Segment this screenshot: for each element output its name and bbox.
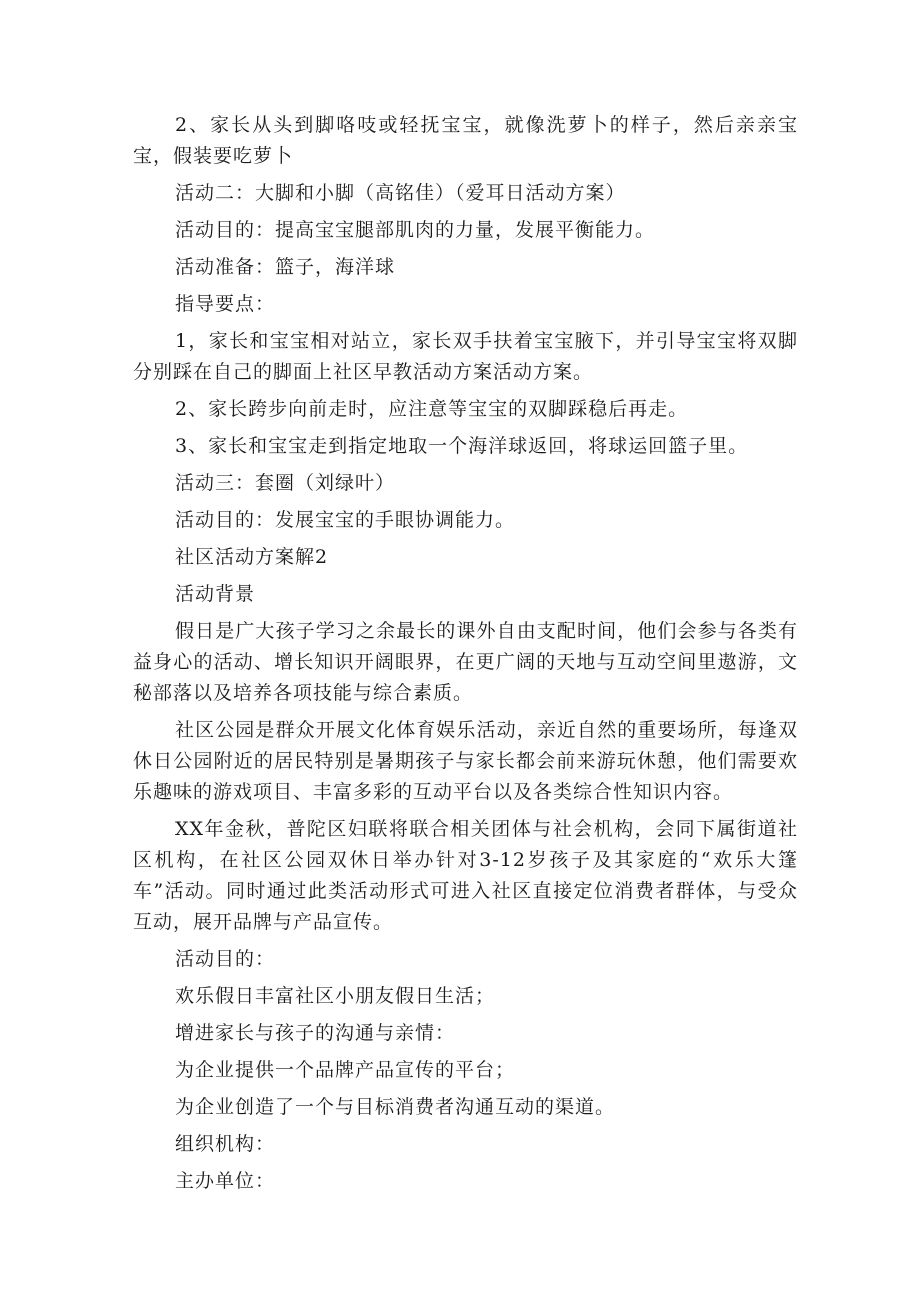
paragraph: 假日是广大孩子学习之余最长的课外自由支配时间，他们会参与各类有益身心的活动、增长知识开阔眼界，在更广阔的天地与互动空间里遨游，文秘部落以及培养各项技能与综合素质。 <box>133 620 798 704</box>
paragraph: 2、家长从头到脚咯吱或轻抚宝宝，就像洗萝卜的样子，然后亲亲宝宝，假装要吃萝卜 <box>133 114 798 167</box>
paragraph: 社区公园是群众开展文化体育娱乐活动，亲近自然的重要场所，每逢双休日公园附近的居民特别是暑期孩子与家长都会前来游玩休憩，他们需要欢乐趣味的游戏项目、丰富多彩的互动平台以及各类综合性知识内容。 <box>133 719 798 803</box>
section-heading: 活动背景 <box>175 583 256 605</box>
paragraph: XX年金秋，普陀区妇联将联合相关团体与社会机构，会同下属街道社区机构，在社区公园双休日举办针对3-12岁孩子及其家庭的“欢乐大篷车”活动。同时通过此类活动形式可进入社区直接定位消费者群体，与受众互动，展开品牌与产品宣传。 <box>133 818 798 933</box>
paragraph: 活动目的： <box>175 948 276 970</box>
paragraph: 活动三：套圈（刘绿叶） <box>175 472 396 494</box>
section-title: 社区活动方案解2 <box>175 546 329 568</box>
document-body <box>133 110 798 1203</box>
paragraph: 2、家长跨步向前走时，应注意等宝宝的双脚踩稳后再走。 <box>175 398 689 420</box>
paragraph: 主办单位： <box>175 1170 276 1192</box>
paragraph: 指导要点： <box>175 293 276 315</box>
paragraph: 活动目的：发展宝宝的手眼协调能力。 <box>175 509 516 531</box>
paragraph: 欢乐假日丰富社区小朋友假日生活； <box>175 985 496 1007</box>
paragraph: 活动准备：篮子，海洋球 <box>175 256 396 278</box>
paragraph: 1，家长和宝宝相对站立，家长双手扶着宝宝腋下，并引导宝宝将双脚分别踩在自己的脚面上社区早教活动方案活动方案。 <box>133 330 798 383</box>
paragraph: 3、家长和宝宝走到指定地取一个海洋球返回，将球运回篮子里。 <box>175 435 749 457</box>
paragraph: 组织机构： <box>175 1133 276 1155</box>
paragraph: 活动二：大脚和小脚（高铭佳）（爱耳日活动方案） <box>175 182 626 204</box>
paragraph: 增进家长与孩子的沟通与亲情： <box>175 1022 456 1044</box>
paragraph: 为企业提供一个品牌产品宣传的平台； <box>175 1059 516 1081</box>
paragraph: 为企业创造了一个与目标消费者沟通互动的渠道。 <box>175 1096 616 1118</box>
paragraph: 活动目的：提高宝宝腿部肌肉的力量，发展平衡能力。 <box>175 219 656 241</box>
